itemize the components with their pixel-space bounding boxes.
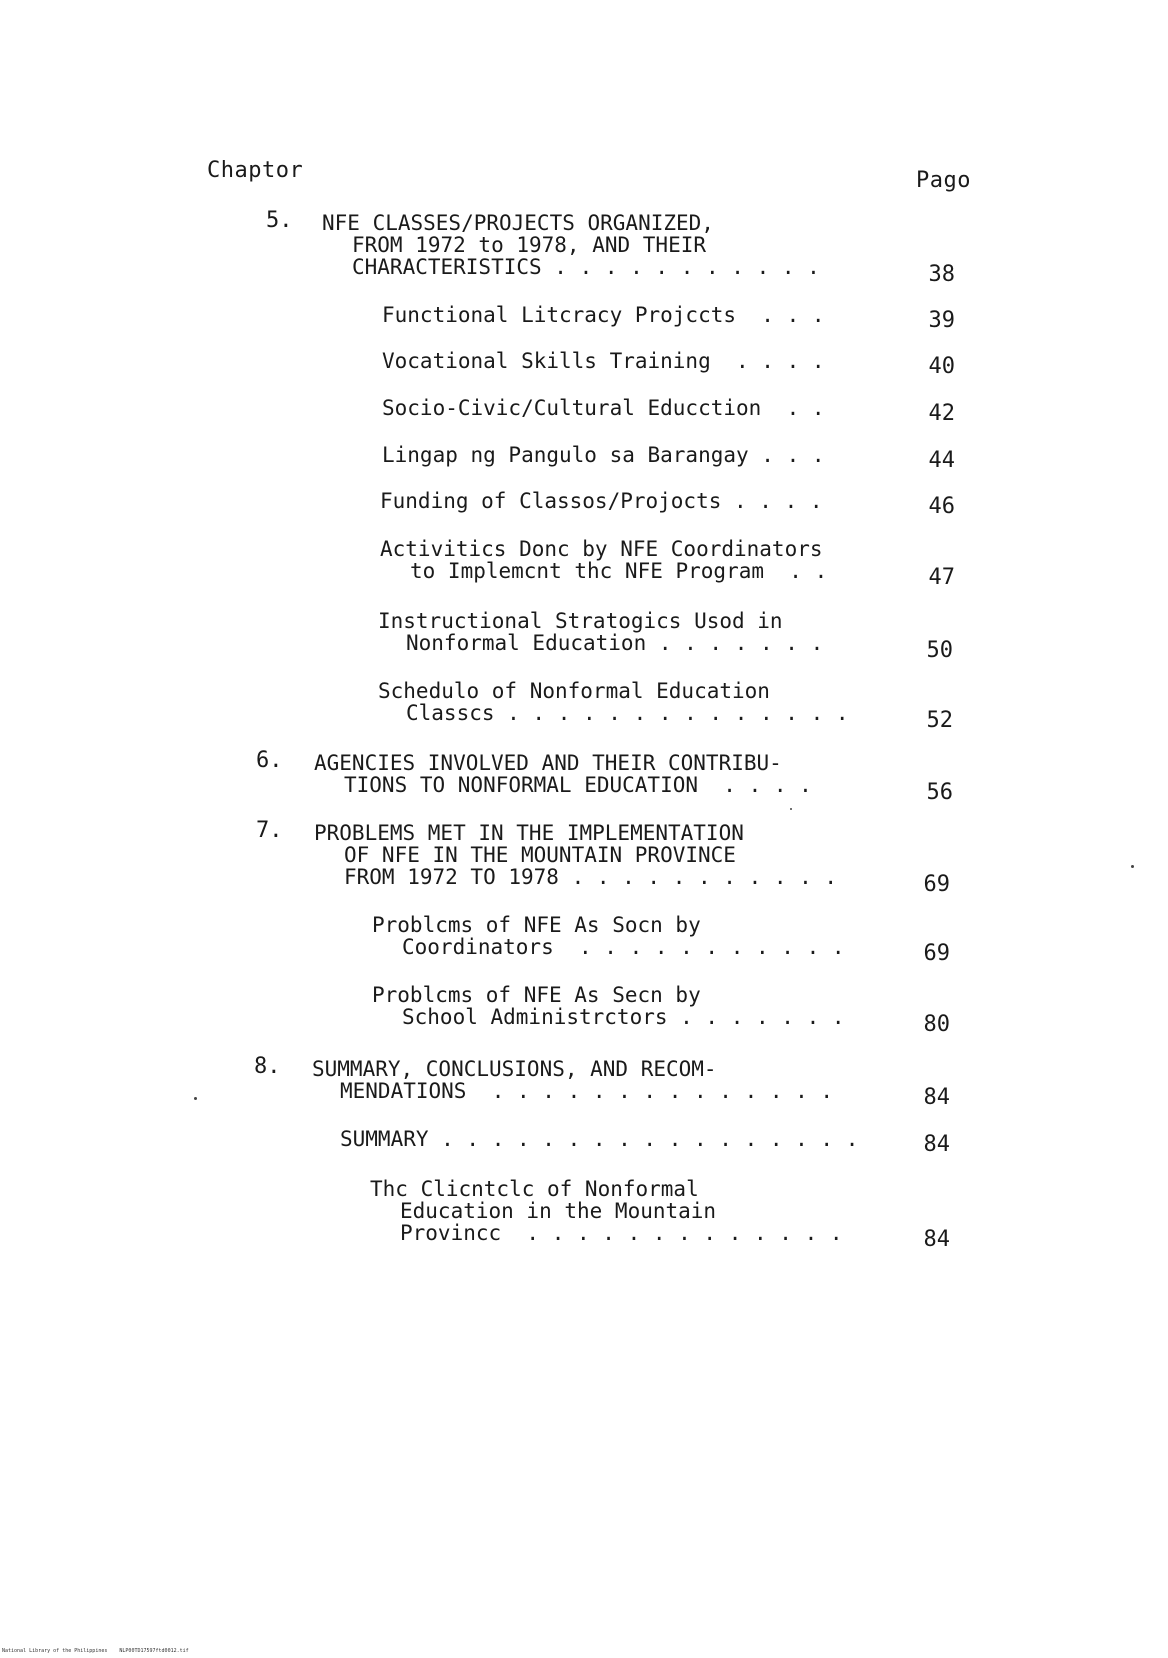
chapter-column-heading: Chaptor xyxy=(207,158,304,183)
page-number: 38 xyxy=(928,262,955,287)
page-number: 84 xyxy=(923,1132,950,1157)
chapter-number: 6. xyxy=(256,748,283,773)
toc-entry-line: NFE CLASSES/PROJECTS ORGANIZED, xyxy=(322,211,714,235)
scan-speck xyxy=(194,1097,197,1100)
toc-entry-line: Schedulo of Nonformal Education xyxy=(378,679,770,703)
toc-entry-line: Thc Clicntclc of Nonformal xyxy=(370,1177,699,1201)
toc-entry-line: MENDATIONS . . . . . . . . . . . . . . xyxy=(340,1079,834,1103)
scan-footer: National Library of the Philippines NLP00TD17597ftd0012.tif xyxy=(2,1648,189,1654)
toc-entry-line: Socio-Civic/Cultural Educction . . xyxy=(382,396,825,420)
page-number: 40 xyxy=(928,354,955,379)
page-number: 47 xyxy=(928,565,955,590)
toc-entry-line: CHARACTERISTICS . . . . . . . . . . . xyxy=(352,255,820,279)
toc-entry-line: Vocational Skills Training . . . . xyxy=(382,349,825,373)
toc-entry-line: Coordinators . . . . . . . . . . . xyxy=(402,935,845,959)
page-number: 80 xyxy=(923,1012,950,1037)
page-number: 84 xyxy=(923,1227,950,1252)
toc-entry-line: Provincc . . . . . . . . . . . . . xyxy=(400,1221,843,1245)
toc-entry-line: FROM 1972 to 1978, AND THEIR xyxy=(352,233,707,257)
chapter-number: 5. xyxy=(266,208,293,233)
page-number: 69 xyxy=(923,941,950,966)
toc-entry-line: SUMMARY, CONCLUSIONS, AND RECOM- xyxy=(312,1057,717,1081)
toc-entry-line: School Administrctors . . . . . . . xyxy=(402,1005,845,1029)
page-number: 52 xyxy=(926,708,953,733)
chapter-number: 7. xyxy=(256,818,283,843)
toc-entry-line: SUMMARY . . . . . . . . . . . . . . . . . xyxy=(340,1127,859,1151)
toc-entry-line: Classcs . . . . . . . . . . . . . . xyxy=(406,701,849,725)
toc-entry-line: to Implemcnt thc NFE Program . . xyxy=(410,559,828,583)
page-number: 69 xyxy=(923,872,950,897)
toc-entry-line: PROBLEMS MET IN THE IMPLEMENTATION xyxy=(314,821,744,845)
toc-entry-line: Instructional Stratogics Usod in xyxy=(378,609,783,633)
chapter-number: 8. xyxy=(254,1054,281,1079)
toc-entry-line: TIONS TO NONFORMAL EDUCATION . . . . xyxy=(344,773,812,797)
toc-entry-line: Problcms of NFE As Secn by xyxy=(372,983,701,1007)
toc-entry-line: Funding of Classos/Projocts . . . . xyxy=(380,489,823,513)
page-number: 50 xyxy=(926,638,953,663)
toc-entry-line: OF NFE IN THE MOUNTAIN PROVINCE xyxy=(344,843,736,867)
toc-entry-line: Functional Litcracy Projccts . . . xyxy=(382,303,825,327)
scan-speck xyxy=(1131,865,1134,868)
page-number: 46 xyxy=(928,494,955,519)
toc-entry-line: Education in the Mountain xyxy=(400,1199,717,1223)
page-number: 39 xyxy=(928,308,955,333)
toc-entry-line: FROM 1972 TO 1978 . . . . . . . . . . . xyxy=(344,865,838,889)
page-column-heading: Pago xyxy=(916,168,971,193)
scan-speck xyxy=(790,808,792,810)
toc-entry-line: Nonformal Education . . . . . . . xyxy=(406,631,824,655)
page-number: 44 xyxy=(928,448,955,473)
page-number: 84 xyxy=(923,1085,950,1110)
page-number: 42 xyxy=(928,401,955,426)
toc-entry-line: AGENCIES INVOLVED AND THEIR CONTRIBU- xyxy=(314,751,782,775)
toc-entry-line: Lingap ng Pangulo sa Barangay . . . xyxy=(382,443,825,467)
toc-entry-line: Activitics Donc by NFE Coordinators xyxy=(380,537,823,561)
toc-entry-line: Problcms of NFE As Socn by xyxy=(372,913,701,937)
page-number: 56 xyxy=(926,780,953,805)
